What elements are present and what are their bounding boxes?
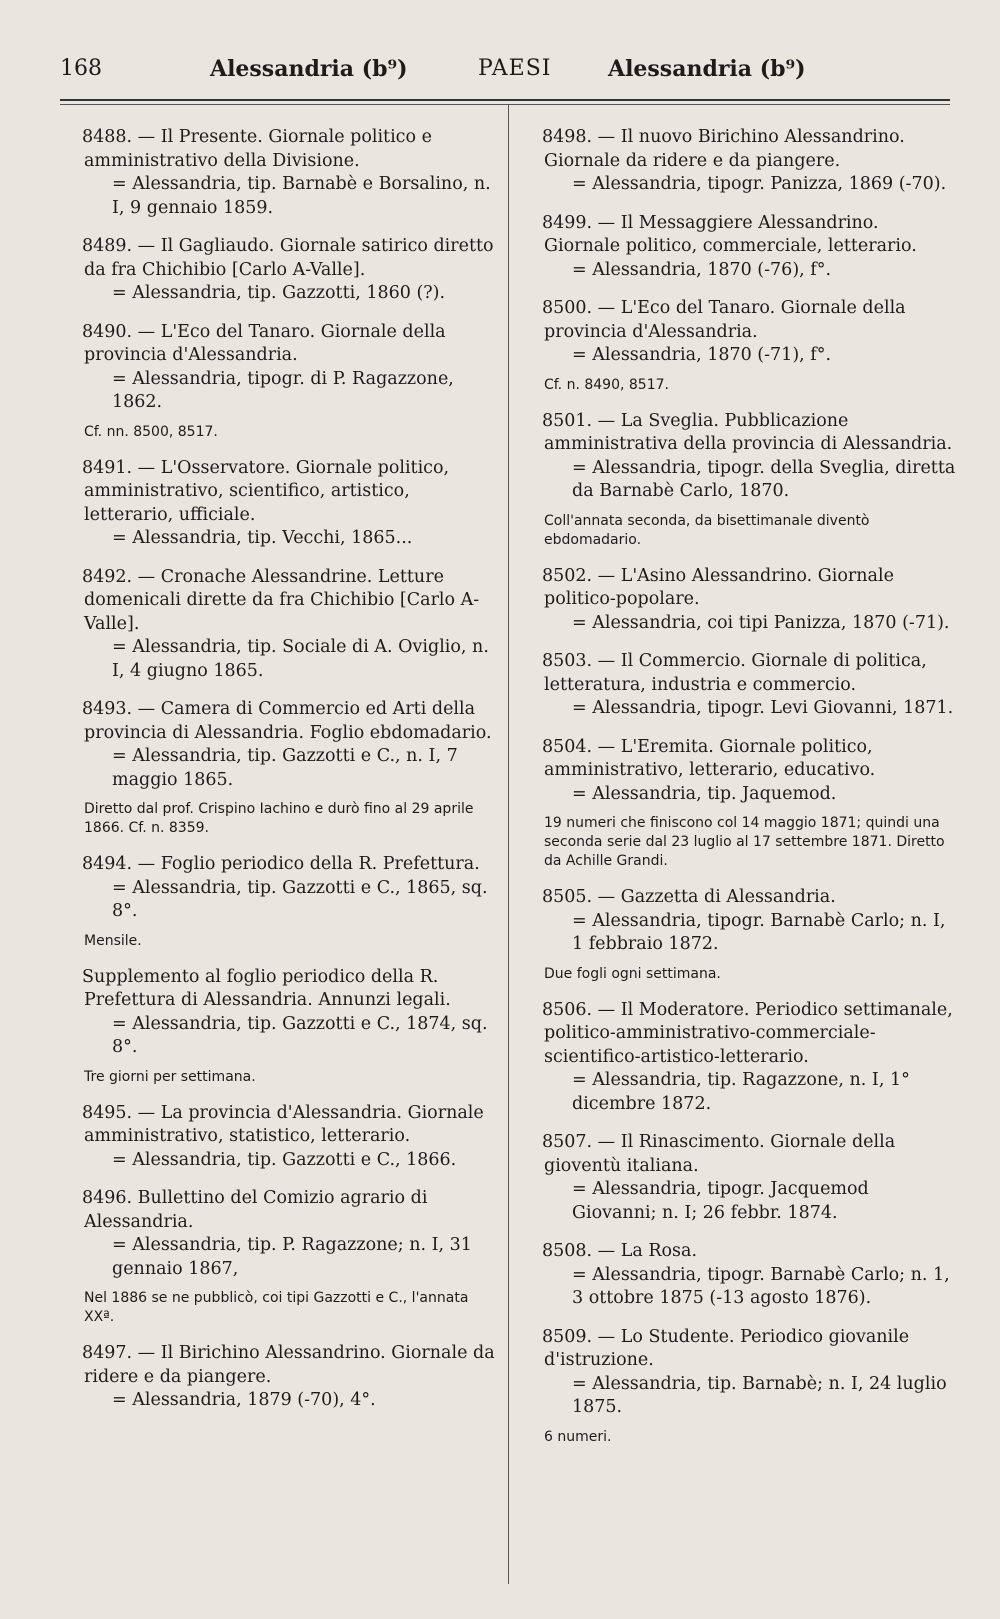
catalog-entry xyxy=(84,966,497,1087)
entry-note: 6 numeri. xyxy=(544,1428,612,1445)
catalog-entry xyxy=(84,235,497,306)
catalog-entry xyxy=(84,457,497,551)
entry-title: 8490. — L'Eco del Tanaro. Giornale della provincia d'Alessandria. xyxy=(82,321,446,365)
entry-title: 8497. — Il Birichino Alessandrino. Giornale da ridere e da piangere. xyxy=(82,1343,495,1387)
entry-title: 8501. — La Sveglia. Pubblicazione amministrativa della provincia di Alessandria. xyxy=(542,410,953,454)
entry-imprint: = Alessandria, tipogr. Panizza, 1869 (-70). xyxy=(572,174,947,194)
catalog-entry xyxy=(84,566,497,684)
entry-note: Nel 1886 se ne pubblicò, coi tipi Gazzotti e C., l'annata XXª. xyxy=(84,1290,469,1325)
catalog-entry xyxy=(544,1326,957,1447)
entry-note: Cf. nn. 8500, 8517. xyxy=(84,423,218,440)
entry-imprint: = Alessandria, tip. Gazzotti e C., 1866. xyxy=(112,1149,457,1170)
catalog-entry xyxy=(84,853,497,951)
entry-note: Due fogli ogni settimana. xyxy=(544,965,721,982)
entry-title: 8491. — L'Osservatore. Giornale politico, amministrativo, scientifico, artistico, letterario, ufficiale. xyxy=(82,457,450,525)
entry-imprint: = Alessandria, tip. Barnabè; n. I, 24 luglio 1875. xyxy=(572,1373,947,1417)
catalog-entry xyxy=(84,1342,497,1413)
running-title-left: Alessandria (b⁹) xyxy=(210,56,408,82)
header-rule xyxy=(60,99,950,105)
page-number: 168 xyxy=(60,56,102,81)
entry-title: 8496. Bullettino del Comizio agrario di Alessandria. xyxy=(82,1188,428,1232)
entry-imprint: = Alessandria, tip. Jaquemod. xyxy=(572,783,837,804)
entry-imprint: = Alessandria, tip. Gazzotti e C., n. I, 7 maggio 1865. xyxy=(112,746,458,790)
catalog-entry xyxy=(84,1187,497,1327)
entry-imprint: = Alessandria, coi tipi Panizza, 1870 (-71). xyxy=(572,612,950,633)
entry-title: 8489. — Il Gagliaudo. Giornale satirico diretto da fra Chichibio [Carlo A-Valle]. xyxy=(82,236,494,280)
catalog-entry xyxy=(84,126,497,220)
entry-title: 8504. — L'Eremita. Giornale politico, amministrativo, letterario, educativo. xyxy=(542,736,876,780)
right-column xyxy=(544,126,957,1462)
entry-title: 8507. — Il Rinascimento. Giornale della gioventù italiana. xyxy=(542,1132,896,1176)
entry-title: 8503. — Il Commercio. Giornale di politica, letteratura, industria e commercio. xyxy=(542,651,927,695)
entry-title: 8495. — La provincia d'Alessandria. Giornale amministrativo, statistico, letterario. xyxy=(82,1102,484,1146)
entry-imprint: = Alessandria, tip. Gazzotti e C., 1874, sq. 8°. xyxy=(112,1013,488,1057)
entry-title: 8506. — Il Moderatore. Periodico settimanale, politico-amministrativo-commerciale-scientifico-artistico-letterario. xyxy=(542,999,953,1067)
entry-imprint: = Alessandria, tip. Barnabè e Borsalino, n. I, 9 gennaio 1859. xyxy=(112,174,491,218)
catalog-entry xyxy=(544,999,957,1117)
entry-title: 8488. — Il Presente. Giornale politico e amministrativo della Divisione. xyxy=(82,127,432,171)
catalog-entry xyxy=(544,212,957,283)
catalog-entry xyxy=(544,886,957,984)
entry-note: Mensile. xyxy=(84,932,142,949)
entry-title: 8509. — Lo Studente. Periodico giovanile d'istruzione. xyxy=(542,1326,910,1370)
catalog-entry xyxy=(544,565,957,636)
column-divider xyxy=(508,104,509,1584)
entry-note: Cf. n. 8490, 8517. xyxy=(544,376,669,393)
entry-imprint: = Alessandria, tipogr. Barnabè Carlo; n. 1, 3 ottobre 1875 (-13 agosto 1876). xyxy=(572,1264,950,1308)
entry-title: 8500. — L'Eco del Tanaro. Giornale della provincia d'Alessandria. xyxy=(542,298,906,342)
entry-imprint: = Alessandria, tipogr. Jacquemod Giovanni; n. I; 26 febbr. 1874. xyxy=(572,1179,869,1223)
entry-imprint: = Alessandria, tip. Gazzotti, 1860 (?). xyxy=(112,283,446,303)
entry-imprint: = Alessandria, tip. Sociale di A. Oviglio, n. I, 4 giugno 1865. xyxy=(112,637,489,681)
left-column xyxy=(84,126,497,1428)
entry-title: 8493. — Camera di Commercio ed Arti della provincia di Alessandria. Foglio ebdomadario. xyxy=(82,699,492,743)
entry-imprint: = Alessandria, 1870 (-76), f°. xyxy=(572,259,832,280)
entry-imprint: = Alessandria, 1879 (-70), 4°. xyxy=(112,1390,376,1410)
entry-imprint: = Alessandria, 1870 (-71), f°. xyxy=(572,345,832,365)
catalog-entry xyxy=(544,650,957,721)
catalog-entry xyxy=(544,126,957,197)
entry-title: 8498. — Il nuovo Birichino Alessandrino. Giornale da ridere e da piangere. xyxy=(542,127,905,171)
entry-title: 8492. — Cronache Alessandrine. Letture domenicali dirette da fra Chichibio [Carlo A-Valle]. xyxy=(82,566,480,634)
entry-imprint: = Alessandria, tipogr. Barnabè Carlo; n. I, 1 febbraio 1872. xyxy=(572,910,946,954)
catalog-entry xyxy=(544,297,957,395)
catalog-entry xyxy=(84,321,497,442)
catalog-entry xyxy=(544,1240,957,1311)
running-header xyxy=(60,56,948,92)
section-title: PAESI xyxy=(478,56,552,81)
entry-title: 8505. — Gazzetta di Alessandria. xyxy=(542,887,836,907)
entry-title: 8502. — L'Asino Alessandrino. Giornale politico-popolare. xyxy=(542,565,894,609)
entry-imprint: = Alessandria, tipogr. della Sveglia, diretta da Barnabè Carlo, 1870. xyxy=(572,457,956,501)
catalog-entry xyxy=(544,410,957,550)
entry-note: Diretto dal prof. Crispino Iachino e durò fino al 29 aprile 1866. Cf. n. 8359. xyxy=(84,801,474,836)
entry-imprint: = Alessandria, tip. P. Ragazzone; n. I, 31 gennaio 1867, xyxy=(112,1235,472,1279)
entry-note: Coll'annata seconda, da bisettimanale diventò ebdomadario. xyxy=(544,512,870,548)
entry-title: 8499. — Il Messaggiere Alessandrino. Giornale politico, commerciale, letterario. xyxy=(542,212,917,256)
entry-note: Tre giorni per settimana. xyxy=(84,1068,256,1085)
entry-title: 8494. — Foglio periodico della R. Prefettura. xyxy=(82,854,480,874)
entry-imprint: = Alessandria, tip. Ragazzone, n. I, 1° dicembre 1872. xyxy=(572,1070,910,1114)
entry-imprint: = Alessandria, tip. Vecchi, 1865... xyxy=(112,528,413,548)
catalog-entry xyxy=(84,698,497,838)
entry-note: 19 numeri che finiscono col 14 maggio 1871; quindi una seconda serie dal 23 luglio al 17 settembre 1871. Diretto da Achille Grandi. xyxy=(544,815,945,869)
catalog-entry xyxy=(84,1102,497,1173)
entry-title: 8508. — La Rosa. xyxy=(542,1241,698,1261)
entry-imprint: = Alessandria, tip. Gazzotti e C., 1865, sq. 8°. xyxy=(112,877,488,921)
catalog-entry xyxy=(544,1131,957,1225)
catalog-entry xyxy=(544,736,957,872)
entry-imprint: = Alessandria, tipogr. Levi Giovanni, 1871. xyxy=(572,698,954,718)
entry-imprint: = Alessandria, tipogr. di P. Ragazzone, 1862. xyxy=(112,368,454,412)
entry-title: Supplemento al foglio periodico della R. Prefettura di Alessandria. Annunzi legali. xyxy=(82,966,451,1010)
running-title-right: Alessandria (b⁹) xyxy=(608,56,806,82)
